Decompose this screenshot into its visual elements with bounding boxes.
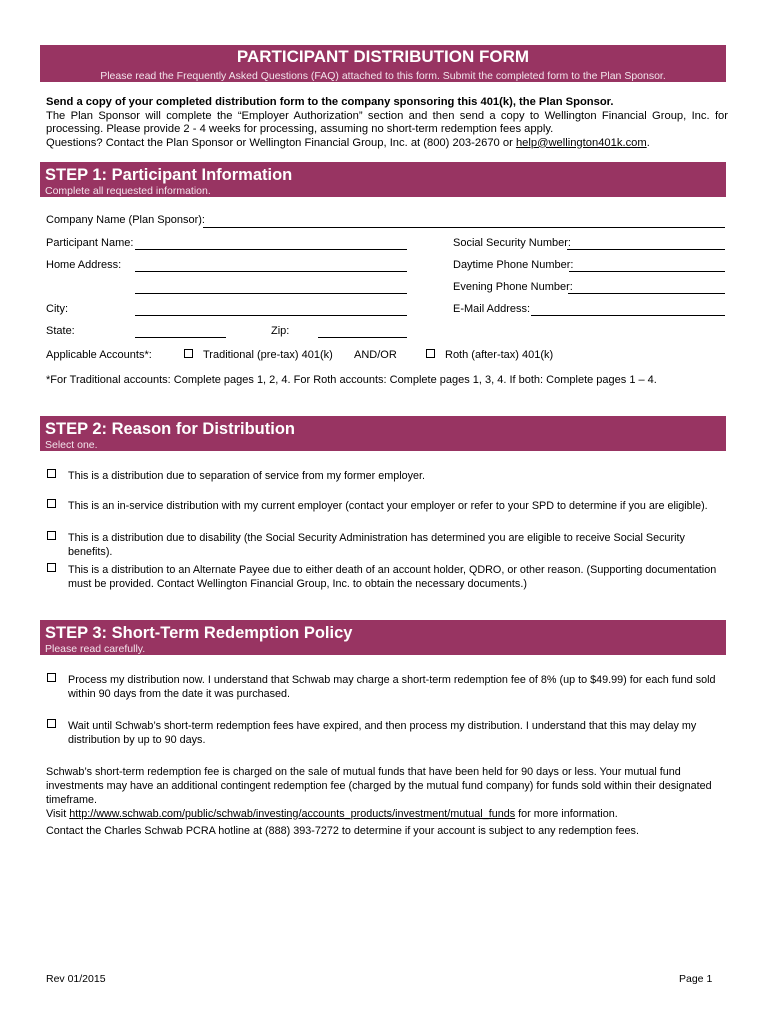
support-email-link[interactable]: help@wellington401k.com — [515, 136, 647, 149]
company-name-label: Company Name (Plan Sponsor): — [46, 214, 205, 226]
city-label: City: — [46, 303, 68, 315]
intro-instructions — [46, 96, 728, 150]
company-name-field[interactable] — [203, 227, 725, 228]
revision-label: Rev 01/2015 — [46, 973, 106, 985]
schwab-mutual-funds-link[interactable]: http://www.schwab.com/public/schwab/investing/accounts_products/investment/mutual_funds — [69, 808, 516, 820]
participant-name-label: Participant Name: — [46, 237, 134, 249]
reason-inservice-checkbox[interactable] — [47, 499, 56, 508]
step1-heading: STEP 1: Participant Information — [45, 166, 293, 184]
reason-alternate-payee-checkbox[interactable] — [47, 563, 56, 572]
process-now-label: Process my distribution now. I understand that Schwab may charge a short-term redemption fee of 8% (up to $49.99) for each fund sold within 90 days from the date it was purchased. — [68, 674, 716, 700]
step3-header — [40, 620, 726, 655]
reason-disability-checkbox[interactable] — [47, 531, 56, 540]
traditional-label: Traditional (pre-tax) 401(k) — [203, 349, 333, 361]
reason-disability-label: This is a distribution due to disability (the Social Security Administration has determined you are eligible to receive Social Security benefits). — [68, 532, 685, 558]
process-now-checkbox[interactable] — [47, 673, 56, 682]
intro-bold-line: Send a copy of your completed distribution form to the company sponsoring this 401(k), the Plan Sponsor. — [46, 96, 614, 108]
accounts-note: *For Traditional accounts: Complete pages 1, 2, 4. For Roth accounts: Complete pages 1, 3, 4. If both: Complete pages 1 – 4. — [46, 374, 657, 386]
roth-checkbox[interactable] — [426, 349, 435, 358]
wait-label: Wait until Schwab’s short-term redemption fees have expired, and then process my distribution. I understand that this may delay my distribution by up to 90 days. — [68, 720, 697, 746]
step2-heading: STEP 2: Reason for Distribution — [45, 420, 295, 438]
evening-phone-label: Evening Phone Number: — [453, 281, 573, 293]
step3-sub: Please read carefully. — [45, 643, 146, 655]
daytime-phone-label: Daytime Phone Number: — [453, 259, 574, 271]
home-address-field-2[interactable] — [135, 293, 407, 294]
zip-label: Zip: — [271, 325, 290, 337]
state-field[interactable] — [135, 337, 226, 338]
schwab-visit-line — [46, 807, 726, 821]
reason-inservice-label: This is an in-service distribution with my current employer (contact your employer or refer to your SPD to determine if you are eligible). — [68, 500, 708, 512]
pcra-hotline-text: Contact the Charles Schwab PCRA hotline at (888) 393-7272 to determine if your account is subject to any redemption fees. — [46, 825, 639, 837]
home-address-label: Home Address: — [46, 259, 122, 271]
participant-name-field[interactable] — [135, 249, 407, 250]
reason-separation-checkbox[interactable] — [47, 469, 56, 478]
traditional-checkbox[interactable] — [184, 349, 193, 358]
redemption-fee-paragraph — [46, 765, 726, 821]
ssn-label: Social Security Number: — [453, 237, 571, 249]
reason-alternate-payee-label: This is a distribution to an Alternate Payee due to either death of an account holder, QDRO, or other reason. (Supporting documentation must be provided. Contact Wellington Financial Group, Inc. to obtain the necessary documents.) — [68, 564, 717, 590]
reason-separation-label: This is a distribution due to separation of service from my former employer. — [68, 470, 426, 482]
email-field[interactable] — [531, 315, 725, 316]
questions-prefix: Questions? Contact the Plan Sponsor or Wellington Financial Group, Inc. at (800) 203-2670 or — [46, 136, 516, 149]
email-label: E-Mail Address: — [453, 303, 531, 315]
ssn-field[interactable] — [567, 249, 725, 250]
form-title: PARTICIPANT DISTRIBUTION FORM — [236, 47, 530, 66]
evening-phone-field[interactable] — [568, 293, 725, 294]
applicable-accounts-label: Applicable Accounts*: — [46, 349, 152, 361]
home-address-field-1[interactable] — [135, 271, 407, 272]
step3-heading: STEP 3: Short-Term Redemption Policy — [45, 624, 353, 642]
intro-questions — [46, 137, 728, 151]
visit-suffix: for more information. — [515, 808, 618, 820]
redemption-fee-text: Schwab’s short-term redemption fee is charged on the sale of mutual funds that have been held for 90 days or less. Your mutual fund investments may have an additional contingent redemption fee (charged by the mutual fund company) for funds sold within their designated timeframe. — [46, 766, 712, 806]
step2-header — [40, 416, 726, 451]
intro-body: The Plan Sponsor will complete the “Employer Authorization” section and then send a copy to Wellington Financial Group, Inc. for processing. Please provide 2 - 4 weeks for processing, assuming no short-term redemption fees apply. — [46, 109, 728, 135]
form-title-bar — [40, 45, 726, 82]
step1-sub: Complete all requested information. — [45, 185, 211, 197]
step1-header — [40, 162, 726, 197]
state-label: State: — [46, 325, 75, 337]
questions-suffix: . — [646, 136, 650, 149]
andor-label: AND/OR — [354, 349, 397, 361]
page-number: Page 1 — [679, 973, 713, 985]
roth-label: Roth (after-tax) 401(k) — [445, 349, 554, 361]
wait-checkbox[interactable] — [47, 719, 56, 728]
zip-field[interactable] — [318, 337, 407, 338]
step2-sub: Select one. — [45, 439, 98, 451]
form-subtitle: Please read the Frequently Asked Questions (FAQ) attached to this form. Submit the completed form to the Plan Sponsor. — [100, 70, 666, 82]
visit-prefix: Visit — [46, 808, 70, 820]
city-field[interactable] — [135, 315, 407, 316]
daytime-phone-field[interactable] — [569, 271, 725, 272]
